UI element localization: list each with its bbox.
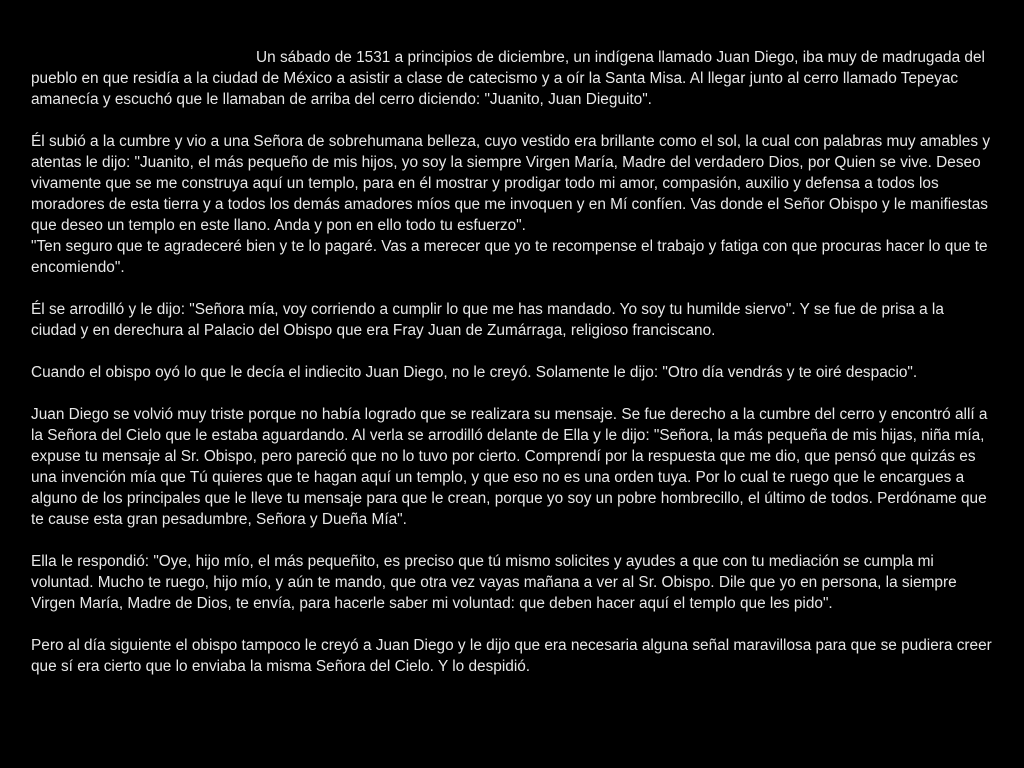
paragraph-2: Él subió a la cumbre y vio a una Señora de sobrehumana belleza, cuyo vestido era brillante como el sol, la cual con palabras muy amables y atentas le dijo: "Juanito, el más pequeño de mis hijos, yo soy la siempre Virgen María, Madre del verdadero Dios, por Quien se vive. Deseo vivamente que se me construya aquí un templo, para en él mostrar y prodigar todo mi amor, compasión, auxilio y defensa a todos los moradores de esta tierra y a todos los demás amadores míos que me invoquen y en Mí confíen. Vas donde el Señor Obispo y le manifiestas que deseo un templo en este llano. Anda y pon en ello todo tu esfuerzo". xyxy=(31,133,991,234)
document-body xyxy=(31,47,993,677)
paragraph-8: Pero al día siguiente el obispo tampoco le creyó a Juan Diego y le dijo que era necesaria alguna señal maravillosa para que se pudiera creer que sí era cierto que lo enviaba la misma Señora del Cielo. Y lo despidió. xyxy=(31,637,992,675)
paragraph-1: Un sábado de 1531 a principios de diciembre, un indígena llamado Juan Diego, iba muy de madrugada del pueblo en que residía a la ciudad de México a asistir a clase de catecismo y a oír la Santa Misa. Al llegar junto al cerro llamado Tepeyac amanecía y escuchó que le llamaban de arriba del cerro diciendo: "Juanito, Juan Dieguito". xyxy=(31,49,985,108)
paragraph-7: Ella le respondió: "Oye, hijo mío, el más pequeñito, es preciso que tú mismo solicites y ayudes a que con tu mediación se cumpla mi voluntad. Mucho te ruego, hijo mío, y aún te mando, que otra vez vayas mañana a ver al Sr. Obispo. Dile que yo en persona, la siempre Virgen María, Madre de Dios, te envía, para hacerle saber mi voluntad: que deben hacer aquí el templo que les pido". xyxy=(31,553,957,612)
paragraph-4: Él se arrodilló y le dijo: "Señora mía, voy corriendo a cumplir lo que me has mandado. Yo soy tu humilde siervo". Y se fue de prisa a la ciudad y en derechura al Palacio del Obispo que era Fray Juan de Zumárraga, religioso franciscano. xyxy=(31,301,944,339)
paragraph-3: "Ten seguro que te agradeceré bien y te lo pagaré. Vas a merecer que yo te recompense el trabajo y fatiga con que procuras hacer lo que te encomiendo". xyxy=(31,238,988,276)
paragraph-6: Juan Diego se volvió muy triste porque no había logrado que se realizara su mensaje. Se fue derecho a la cumbre del cerro y encontró allí a la Señora del Cielo que le estaba aguardando. Al verla se arrodilló delante de Ella y le dijo: "Señora, la más pequeña de mis hijas, niña mía, expuse tu mensaje al Sr. Obispo, pero pareció que no lo tuvo por cierto. Comprendí por la respuesta que me dio, que pensó que quizás es una invención mía que Tú quieres que te hagan aquí un templo, y que eso no es una orden tuya. Por lo cual te ruego que le encargues a alguno de los principales que le lleve tu mensaje para que le crean, porque yo soy un pobre hombrecillo, el último de todos. Perdóname que te cause esta gran pesadumbre, Señora y Dueña Mía". xyxy=(31,406,988,528)
paragraph-5: Cuando el obispo oyó lo que le decía el indiecito Juan Diego, no le creyó. Solamente le dijo: "Otro día vendrás y te oiré despacio". xyxy=(31,364,918,381)
